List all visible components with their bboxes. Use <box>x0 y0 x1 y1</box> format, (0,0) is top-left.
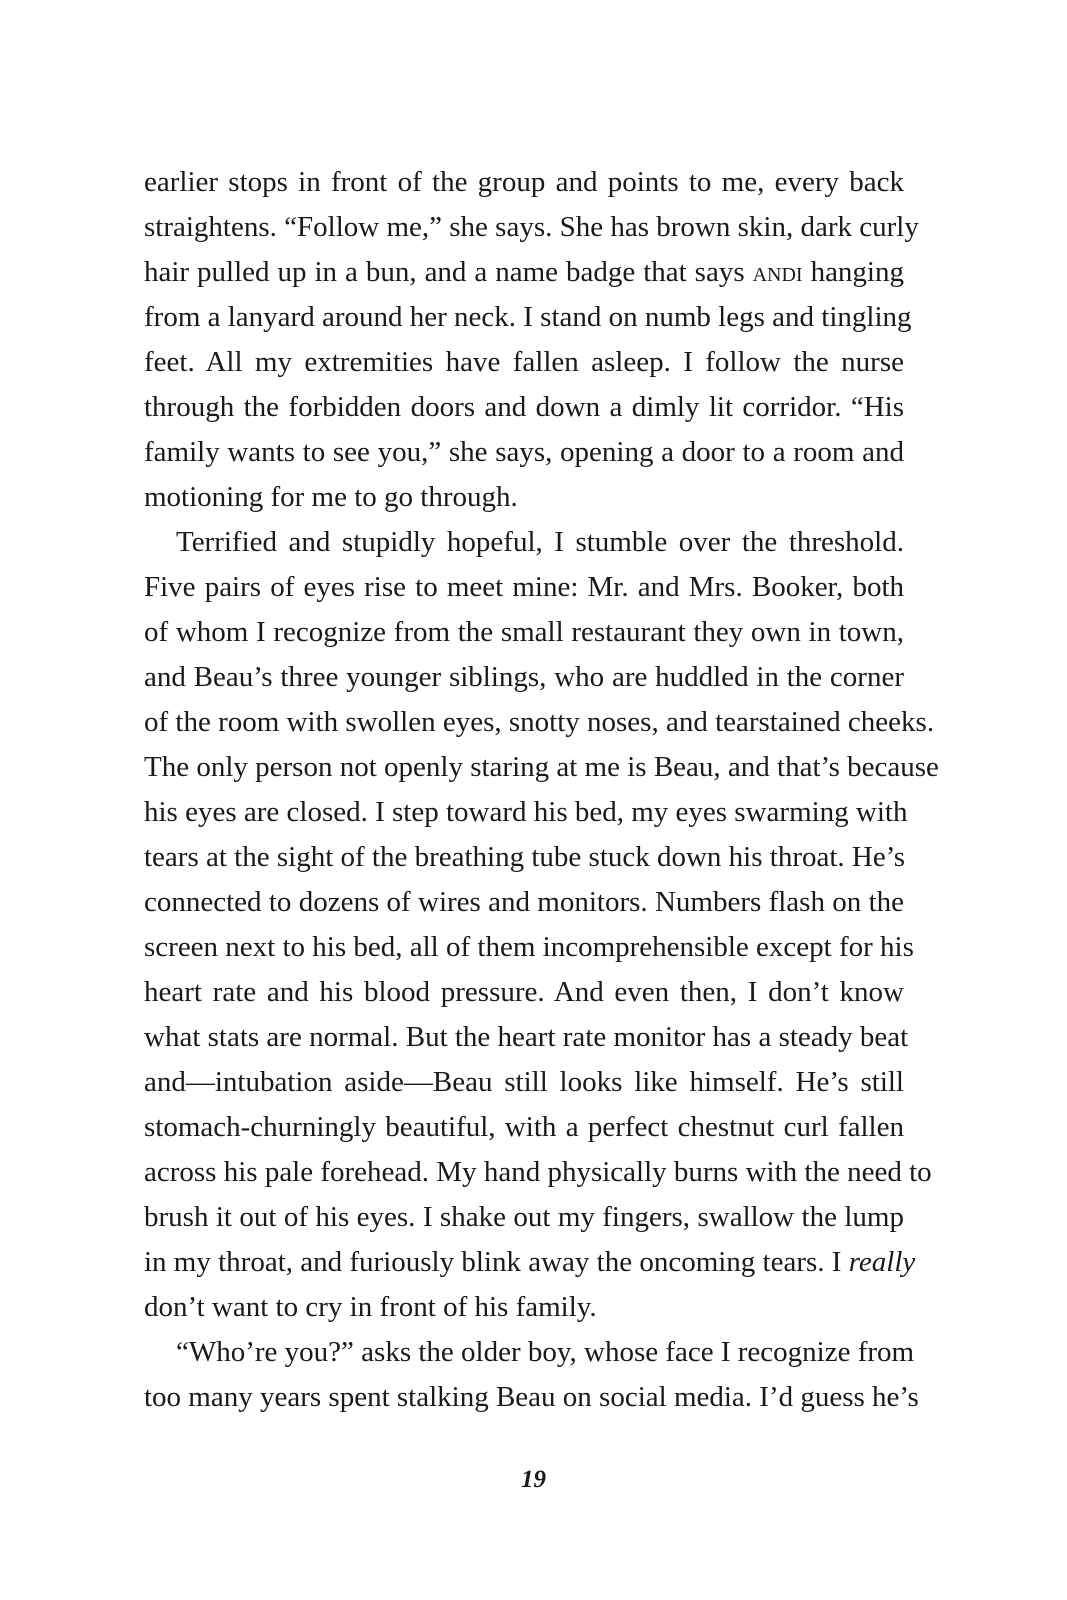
text-segment: hair pulled up in a bun, and a name badge that says <box>144 256 753 288</box>
text-line: heart rate and his blood pressure. And even then, I don’t know <box>144 976 904 1008</box>
text-line <box>144 250 904 295</box>
text-line: The only person not openly staring at me is Beau, and that’s because <box>144 751 939 783</box>
text-line: straightens. “Follow me,” she says. She has brown skin, dark curly <box>144 211 919 243</box>
text-line: family wants to see you,” she says, opening a door to a room and <box>144 436 904 468</box>
text-line: from a lanyard around her neck. I stand on numb legs and tingling <box>144 301 912 333</box>
text-line: brush it out of his eyes. I shake out my fingers, swallow the lump <box>144 1201 904 1233</box>
text-line: connected to dozens of wires and monitors. Numbers flash on the <box>144 886 904 918</box>
text-segment: hanging <box>802 256 904 288</box>
body-text <box>144 160 939 1420</box>
text-line: feet. All my extremities have fallen asleep. I follow the nurse <box>144 346 904 378</box>
text-line: Five pairs of eyes rise to meet mine: Mr. and Mrs. Booker, both <box>144 571 904 603</box>
text-line: of the room with swollen eyes, snotty noses, and tearstained cheeks. <box>144 706 935 738</box>
text-line: of whom I recognize from the small restaurant they own in town, <box>144 616 904 648</box>
text-line: Terrified and stupidly hopeful, I stumble over the threshold. <box>176 526 904 558</box>
text-line: through the forbidden doors and down a dimly lit corridor. “His <box>144 391 904 423</box>
text-line: screen next to his bed, all of them incomprehensible except for his <box>144 931 914 963</box>
text-line: what stats are normal. But the heart rate monitor has a steady beat <box>144 1021 909 1053</box>
text-line: too many years spent stalking Beau on social media. I’d guess he’s <box>144 1381 919 1413</box>
emphasis-text: really <box>848 1246 916 1278</box>
badge-name: andi <box>752 256 803 288</box>
text-segment: in my throat, and furiously blink away the oncoming tears. I <box>144 1246 849 1278</box>
text-line: his eyes are closed. I step toward his bed, my eyes swarming with <box>144 796 908 828</box>
text-line: tears at the sight of the breathing tube stuck down his throat. He’s <box>144 841 906 873</box>
text-line: motioning for me to go through. <box>144 481 518 513</box>
text-line: earlier stops in front of the group and points to me, every back <box>144 166 904 198</box>
text-line: stomach-churningly beautiful, with a perfect chestnut curl fallen <box>144 1111 904 1143</box>
text-line: don’t want to cry in front of his family. <box>144 1291 597 1323</box>
page-number: 19 <box>521 1466 546 1493</box>
text-line: across his pale forehead. My hand physically burns with the need to <box>144 1156 932 1188</box>
text-line: “Who’re you?” asks the older boy, whose face I recognize from <box>176 1336 915 1368</box>
text-line: and—intubation aside—Beau still looks like himself. He’s still <box>144 1066 904 1098</box>
text-line <box>144 1240 916 1285</box>
text-line: and Beau’s three younger siblings, who are huddled in the corner <box>144 661 904 693</box>
